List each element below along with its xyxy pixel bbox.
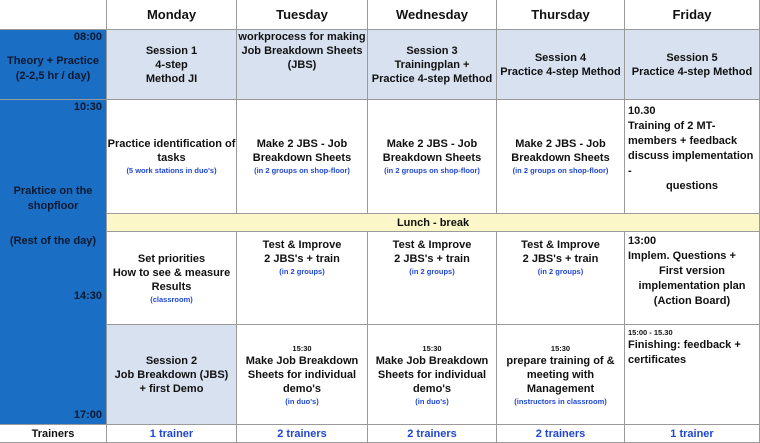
wed-afternoon-note: (in 2 groups): [409, 267, 455, 276]
praktice-block: [0, 100, 107, 425]
fri-evening-line: certificates: [628, 354, 687, 366]
thu-afternoon-line: Test & Improve: [521, 239, 600, 251]
mon-afternoon-line: How to see & measure: [112, 266, 231, 279]
mon-late-cell: [107, 100, 237, 214]
wed-evening-line: demo's: [412, 382, 452, 395]
thu-evening-line: prepare training of &: [506, 354, 615, 367]
fri-afternoon-line: First version: [658, 265, 726, 277]
mon-evening-line: + first Demo: [139, 382, 204, 395]
trainers-label: Trainers: [0, 425, 107, 443]
tue-late-line: Make 2 JBS - Job: [256, 138, 348, 150]
header-friday: Friday: [625, 0, 760, 30]
header-wednesday: Wednesday: [368, 0, 497, 30]
wed-session-line: Trainingplan +: [394, 58, 470, 71]
thu-session-line: Practice 4-step Method: [500, 65, 621, 78]
thu-afternoon-note: (in 2 groups): [537, 267, 584, 276]
tue-late-note: (in 2 groups on shop-floor): [254, 166, 350, 175]
wed-trainers: 2 trainers: [368, 425, 497, 443]
tue-afternoon-line: Test & Improve: [262, 239, 342, 251]
thu-late-line: Breakdown Sheets: [511, 152, 610, 164]
fri-afternoon-line: Implem. Questions +: [628, 250, 736, 262]
tue-evening-cell: [237, 325, 368, 425]
theory-block: [0, 30, 107, 100]
mon-afternoon-line: Results: [151, 280, 192, 293]
wed-late-cell: [368, 100, 497, 214]
fri-late-cell: [625, 100, 760, 214]
wed-evening-time: 15:30: [422, 343, 442, 353]
wed-late-note: (in 2 groups on shop-floor): [384, 166, 480, 175]
wed-session-line: Practice 4-step Method: [371, 72, 493, 85]
fri-afternoon-line: implementation plan: [638, 280, 746, 292]
tue-evening-note: (in duo's): [285, 396, 319, 406]
mon-session-line: 4-step: [155, 58, 188, 71]
time-1430: 14:30: [73, 290, 102, 302]
thu-evening-line: Management: [526, 382, 595, 395]
fri-afternoon-line: (Action Board): [653, 295, 731, 307]
fri-late-line: Training of 2 MT-: [628, 120, 716, 132]
header-tuesday: Tuesday: [237, 0, 368, 30]
mon-afternoon-cell: [107, 232, 237, 325]
thu-afternoon-line: 2 JBS's + train: [522, 253, 599, 265]
tue-evening-time: 15:30: [292, 343, 312, 353]
mon-late-note: (5 work stations in duo's): [126, 166, 217, 175]
time-1700: 17:00: [73, 409, 102, 421]
fri-evening-line: Finishing: feedback +: [628, 339, 741, 351]
mon-evening-line: Job Breakdown (JBS): [114, 368, 229, 381]
mon-evening-cell: [107, 325, 237, 425]
fri-late-line: discuss implementation -: [628, 150, 754, 177]
tue-late-cell: [237, 100, 368, 214]
fri-afternoon-cell: [625, 232, 760, 325]
thu-trainers: 2 trainers: [497, 425, 625, 443]
tue-evening-line: Make Job Breakdown: [245, 354, 359, 367]
tue-session-line: Job Breakdown Sheets: [241, 45, 363, 57]
wed-evening-line: Sheets for individual: [377, 368, 487, 381]
fri-evening-time: 15:00 - 15.30: [628, 328, 673, 337]
praktice-label-1: Praktice on the: [13, 185, 93, 197]
fri-evening-cell: [625, 325, 760, 425]
tue-afternoon-line: 2 JBS's + train: [264, 253, 340, 265]
wed-afternoon-line: Test & Improve: [392, 239, 472, 251]
praktice-label-2: shopfloor: [27, 200, 79, 212]
mon-trainers: 1 trainer: [107, 425, 237, 443]
wed-session-title: Session 3: [406, 44, 458, 57]
thu-late-note: (in 2 groups on shop-floor): [512, 166, 609, 175]
lunch-break-row: Lunch - break: [107, 214, 760, 232]
fri-trainers: 1 trainer: [625, 425, 760, 443]
tue-session-line: (JBS): [287, 59, 317, 71]
tue-evening-line: demo's: [282, 382, 322, 395]
fri-late-time: 10.30: [628, 105, 656, 117]
tue-session-line: workprocess for making: [238, 31, 366, 43]
fri-session-title: Session 5: [666, 51, 718, 64]
wed-evening-cell: [368, 325, 497, 425]
wed-late-line: Breakdown Sheets: [382, 152, 482, 164]
mon-afternoon-note: (classroom): [150, 294, 193, 304]
wed-afternoon-cell: [368, 232, 497, 325]
thu-morning-cell: [497, 30, 625, 100]
wed-evening-line: Make Job Breakdown: [375, 354, 489, 367]
thu-evening-note: (instructors in classroom): [514, 396, 607, 406]
mon-late-line: tasks: [157, 152, 186, 164]
wed-afternoon-line: 2 JBS's + train: [394, 253, 470, 265]
time-1030: 10:30: [73, 101, 102, 113]
wed-evening-note: (in duo's): [415, 396, 449, 406]
thu-late-line: Make 2 JBS - Job: [515, 138, 606, 150]
wed-morning-cell: [368, 30, 497, 100]
tue-late-line: Breakdown Sheets: [252, 152, 352, 164]
thu-evening-time: 15:30: [550, 343, 571, 353]
fri-morning-cell: [625, 30, 760, 100]
fri-late-line: members + feedback: [628, 135, 738, 147]
mon-morning-cell: [107, 30, 237, 100]
fri-late-line: questions: [666, 180, 718, 192]
tue-evening-line: Sheets for individual: [247, 368, 357, 381]
thu-evening-line: meeting with: [526, 368, 595, 381]
header-thursday: Thursday: [497, 0, 625, 30]
fri-session-line: Practice 4-step Method: [631, 65, 753, 78]
tue-afternoon-cell: [237, 232, 368, 325]
thu-evening-cell: [497, 325, 625, 425]
thu-afternoon-cell: [497, 232, 625, 325]
tue-morning-cell: [237, 30, 368, 100]
wed-late-line: Make 2 JBS - Job: [386, 138, 478, 150]
theory-label: Theory + Practice: [6, 55, 100, 67]
mon-evening-title: Session 2: [145, 354, 198, 367]
corner-cell: [0, 0, 107, 30]
theory-duration: (2-2,5 hr / day): [15, 70, 91, 82]
tue-afternoon-note: (in 2 groups): [279, 267, 325, 276]
mon-afternoon-line: Set priorities: [137, 252, 206, 265]
tue-trainers: 2 trainers: [237, 425, 368, 443]
mon-session-title: Session 1: [145, 44, 198, 57]
fri-afternoon-time: 13:00: [628, 235, 657, 247]
time-0800: 08:00: [73, 31, 102, 43]
mon-session-line: Method JI: [145, 72, 198, 85]
header-monday: Monday: [107, 0, 237, 30]
mon-late-line: Practice identification of: [107, 138, 236, 150]
rest-of-day-label: (Rest of the day): [9, 235, 97, 247]
thu-late-cell: [497, 100, 625, 214]
thu-session-title: Session 4: [534, 51, 587, 64]
